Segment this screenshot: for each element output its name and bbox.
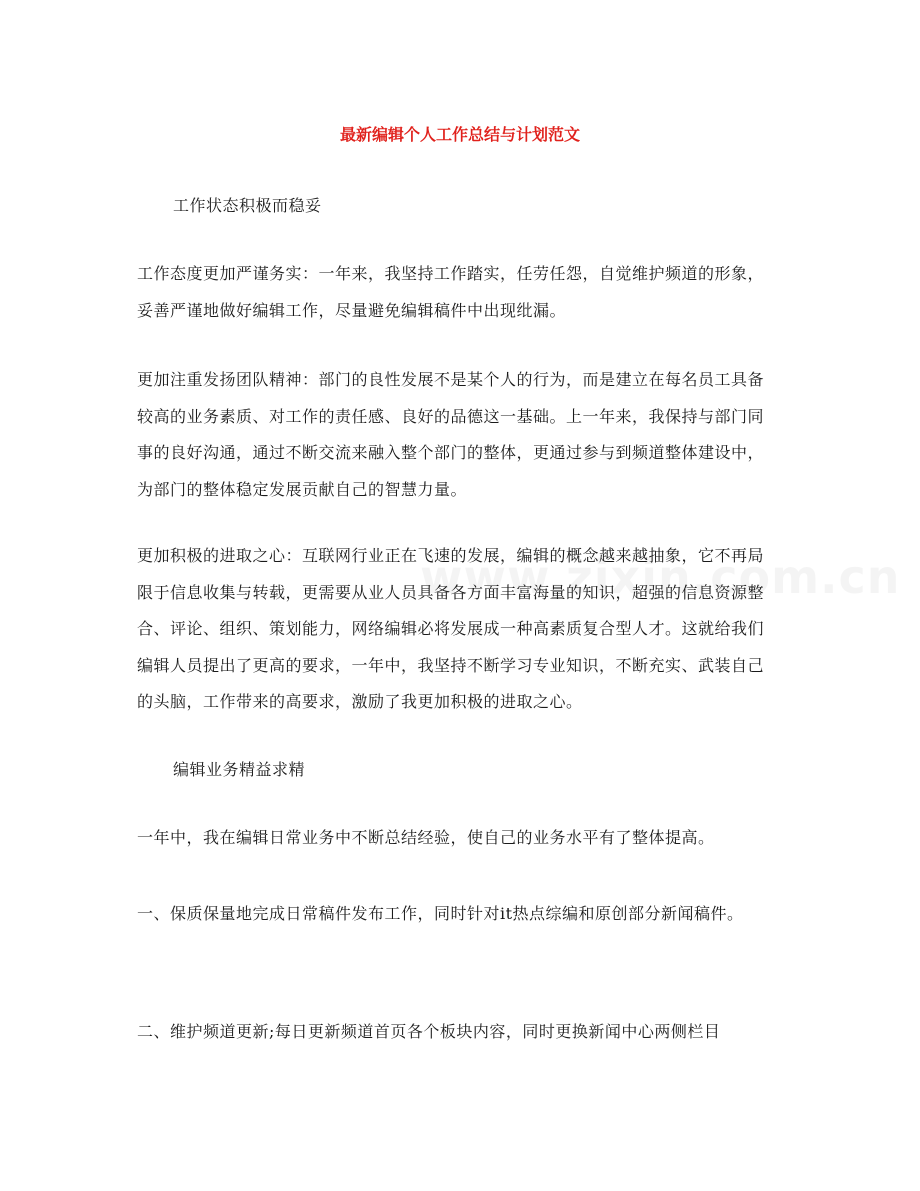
section-heading-editing-business: 编辑业务精益求精 <box>173 760 306 779</box>
paragraph-enterprising: 更加积极的进取之心：互联网行业正在飞速的发展，编辑的概念越来越抽象，它不再局限于信息收集与转载，更需要从业人员具备各方面丰富海量的知识，超强的信息资源整合、评论、组织、策划能力，网络编辑必将发展成一种高素质复合型人才。这就给我们编辑人员提出了更高的要求，一年中，我坚持不断学习专业知识，不断充实、武装自己的头脑，工作带来的高要求，激励了我更加积极的进取之心。 <box>137 546 765 711</box>
list-item-two: 二、维护频道更新;每日更新频道首页各个板块内容，同时更换新闻中心两侧栏目 <box>137 1022 721 1041</box>
paragraph-summary: 一年中，我在编辑日常业务中不断总结经验，使自己的业务水平有了整体提高。 <box>137 828 715 847</box>
list-item-one: 一、保质保量地完成日常稿件发布工作，同时针对it热点综编和原创部分新闻稿件。 <box>137 904 744 923</box>
section-heading-work-status: 工作状态积极而稳妥 <box>173 196 322 215</box>
document-title: 最新编辑个人工作总结与计划范文 <box>339 125 580 144</box>
paragraph-work-attitude: 工作态度更加严谨务实：一年来，我坚持工作踏实，任劳任怨，自觉维护频道的形象，妥善严谨地做好编辑工作，尽量避免编辑稿件中出现纰漏。 <box>137 264 765 320</box>
paragraph-team-spirit: 更加注重发扬团队精神：部门的良性发展不是某个人的行为，而是建立在每名员工具备较高的业务素质、对工作的责任感、良好的品德这一基础。上一年来，我保持与部门同事的良好沟通，通过不断交流来融入整个部门的整体，更通过参与到频道整体建设中，为部门的整体稳定发展贡献自己的智慧力量。 <box>137 370 765 499</box>
